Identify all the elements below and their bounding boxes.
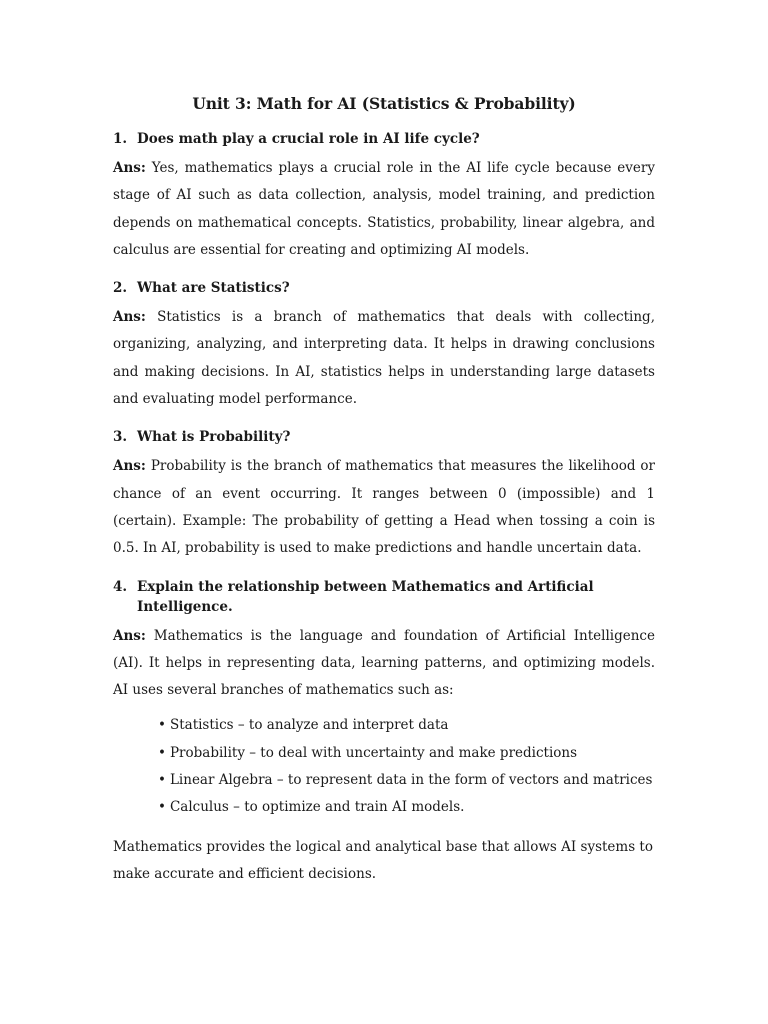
question-1 <box>113 129 655 149</box>
question-4 <box>113 577 655 617</box>
document-page <box>113 92 655 888</box>
question-number: 4. <box>113 578 128 595</box>
question-text: What are Statistics? <box>137 280 290 297</box>
answer-text: Mathematics is the language and foundation of Artificial Intelligence (AI). It helps in representing data, learning patterns, and optimizing models. AI uses several branches of mathematics such as: <box>113 627 655 699</box>
list-item: • Calculus – to optimize and train AI models. <box>158 794 655 821</box>
question-text: What is Probability? <box>137 429 291 446</box>
bullet-icon: • <box>158 799 166 816</box>
question-number: 2. <box>113 280 128 297</box>
bullet-icon: • <box>158 744 166 761</box>
answer-label: Ans: <box>113 458 146 475</box>
answer-label: Ans: <box>113 309 146 326</box>
closing-paragraph: Mathematics provides the logical and analytical base that allows AI systems to make accurate and efficient decisions. <box>113 838 653 882</box>
answer-4 <box>113 623 655 705</box>
answer-2 <box>113 304 655 413</box>
answer-label: Ans: <box>113 627 146 644</box>
question-number: 1. <box>113 131 128 147</box>
answer-text: Probability is the branch of mathematics that measures the likelihood or chance of an event occurring. It ranges between 0 (impossible) and 1 (certain). Example: The probability of getting a Head when tossing a coin is 0.5. In AI, probability is used to make predictions and handle uncertain data. <box>113 458 655 557</box>
question-3 <box>113 427 655 447</box>
question-2 <box>113 278 655 298</box>
question-number: 3. <box>113 429 128 446</box>
answer-3 <box>113 453 655 562</box>
answer-text: Yes, mathematics plays a crucial role in the AI life cycle because every stage of AI such as data collection, analysis, model training, and prediction depends on mathematical concepts. Statistics, probability, linear algebra, and calculus are essential for creating and optimizing AI models. <box>113 160 655 258</box>
answer-label: Ans: <box>113 160 146 176</box>
answer-text: Statistics is a branch of mathematics that deals with collecting, organizing, analyzing, and interpreting data. It helps in drawing conclusions and making decisions. In AI, statistics helps in understanding large datasets and evaluating model performance. <box>113 309 655 408</box>
answer-1 <box>113 155 655 264</box>
bullet-icon: • <box>158 717 166 734</box>
math-branches-list <box>113 712 655 821</box>
list-item: • Linear Algebra – to represent data in the form of vectors and matrices <box>158 767 655 794</box>
page-title: Unit 3: Math for AI (Statistics & Probability) <box>192 94 576 113</box>
bullet-icon: • <box>158 772 166 789</box>
question-text: Does math play a crucial role in AI life cycle? <box>137 131 480 147</box>
list-item: • Probability – to deal with uncertainty and make predictions <box>158 740 655 767</box>
question-text: Explain the relationship between Mathematics and Artificial Intelligence. <box>137 578 594 615</box>
list-item: • Statistics – to analyze and interpret data <box>158 712 655 739</box>
